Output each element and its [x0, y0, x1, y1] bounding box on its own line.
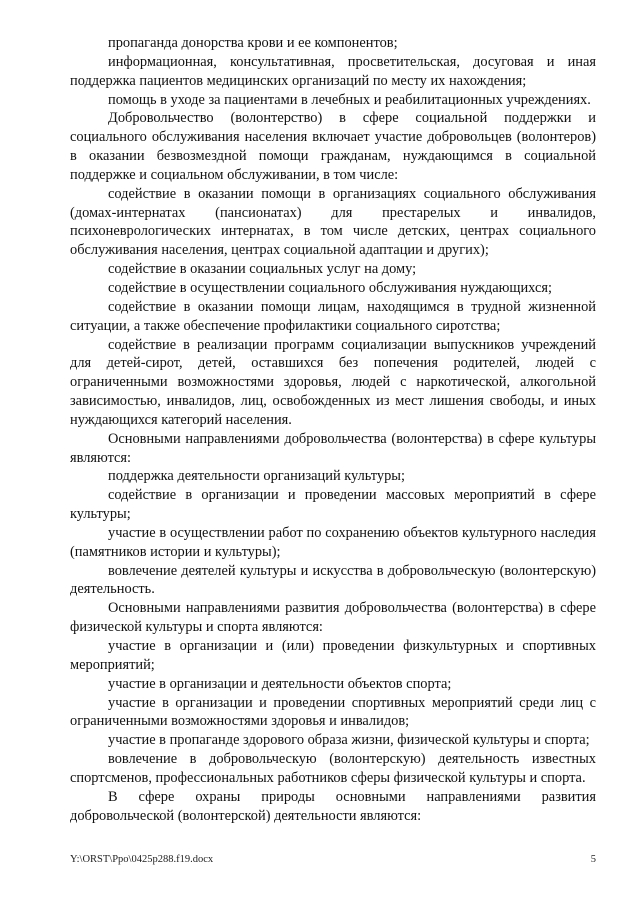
document-body [70, 34, 596, 825]
paragraph: участие в организации и проведении спортивных мероприятий среди лиц с ограниченными возможностями здоровья и инвалидов; [70, 694, 596, 730]
paragraph: содействие в осуществлении социального обслуживания нуждающихся; [108, 279, 552, 296]
paragraph: содействие в реализации программ социализации выпускников учреждений для детей-сирот, детей, оставшихся без попечения родителей, людей с ограниченными возможностями здоровья, людей с наркотической, алкогольной зависимостью, инвалидов, лиц, освобожденных из мест лишения свободы, и иных нуждающихся категорий населения. [70, 336, 596, 428]
paragraph: Основными направлениями добровольчества (волонтерства) в сфере культуры являются: [70, 430, 596, 466]
paragraph: участие в пропаганде здорового образа жизни, физической культуры и спорта; [108, 732, 590, 749]
paragraph: содействие в оказании помощи в организациях социального обслуживания (домах-интернатах (пансионатах) для престарелых и инвалидов, психоневрологических интернатах, в том числе детских, центрах социального обслуживания населения, центрах социальной адаптации и других); [70, 185, 596, 259]
paragraph: поддержка деятельности организаций культуры; [108, 468, 405, 485]
footer-file-path: Y:\ORST\Ppo\0425p288.f19.docx [70, 854, 214, 865]
paragraph: содействие в оказании помощи лицам, находящимся в трудной жизненной ситуации, а также обеспечение профилактики социального сиротства; [70, 298, 596, 334]
paragraph: участие в организации и деятельности объектов спорта; [108, 675, 452, 692]
page-number: 5 [590, 854, 596, 865]
paragraph: В сфере охраны природы основными направлениями развития добровольческой (волонтерской) деятельности являются: [70, 788, 596, 824]
paragraph: вовлечение деятелей культуры и искусства в добровольческую (волонтерскую) деятельность. [70, 562, 596, 598]
paragraph: участие в организации и (или) проведении физкультурных и спортивных мероприятий; [70, 638, 596, 673]
paragraph: помощь в уходе за пациентами в лечебных и реабилитационных учреждениях. [108, 91, 591, 108]
paragraph: Основными направлениями развития добровольчества (волонтерства) в сфере физической культуры и спорта являются: [70, 600, 596, 636]
paragraph: Добровольчество (волонтерство) в сфере социальной поддержки и социального обслуживания населения включает участие добровольцев (волонтеров) в оказании безвозмездной помощи гражданам, нуждающимся в социальной поддержке и социальном обслуживании, в том числе: [70, 110, 596, 183]
paragraph: участие в осуществлении работ по сохранению объектов культурного наследия (памятников истории и культуры); [70, 524, 596, 560]
paragraph: содействие в организации и проведении массовых мероприятий в сфере культуры; [70, 487, 596, 523]
paragraph: содействие в оказании социальных услуг на дому; [108, 261, 417, 278]
paragraph: информационная, консультативная, просветительская, досуговая и иная поддержка пациентов медицинских организаций по месту их нахождения; [70, 53, 596, 89]
paragraph: вовлечение в добровольческую (волонтерскую) деятельность известных спортсменов, профессиональных работников сферы физической культуры и спорта. [70, 751, 596, 786]
paragraph: пропаганда донорства крови и ее компонентов; [108, 35, 398, 51]
